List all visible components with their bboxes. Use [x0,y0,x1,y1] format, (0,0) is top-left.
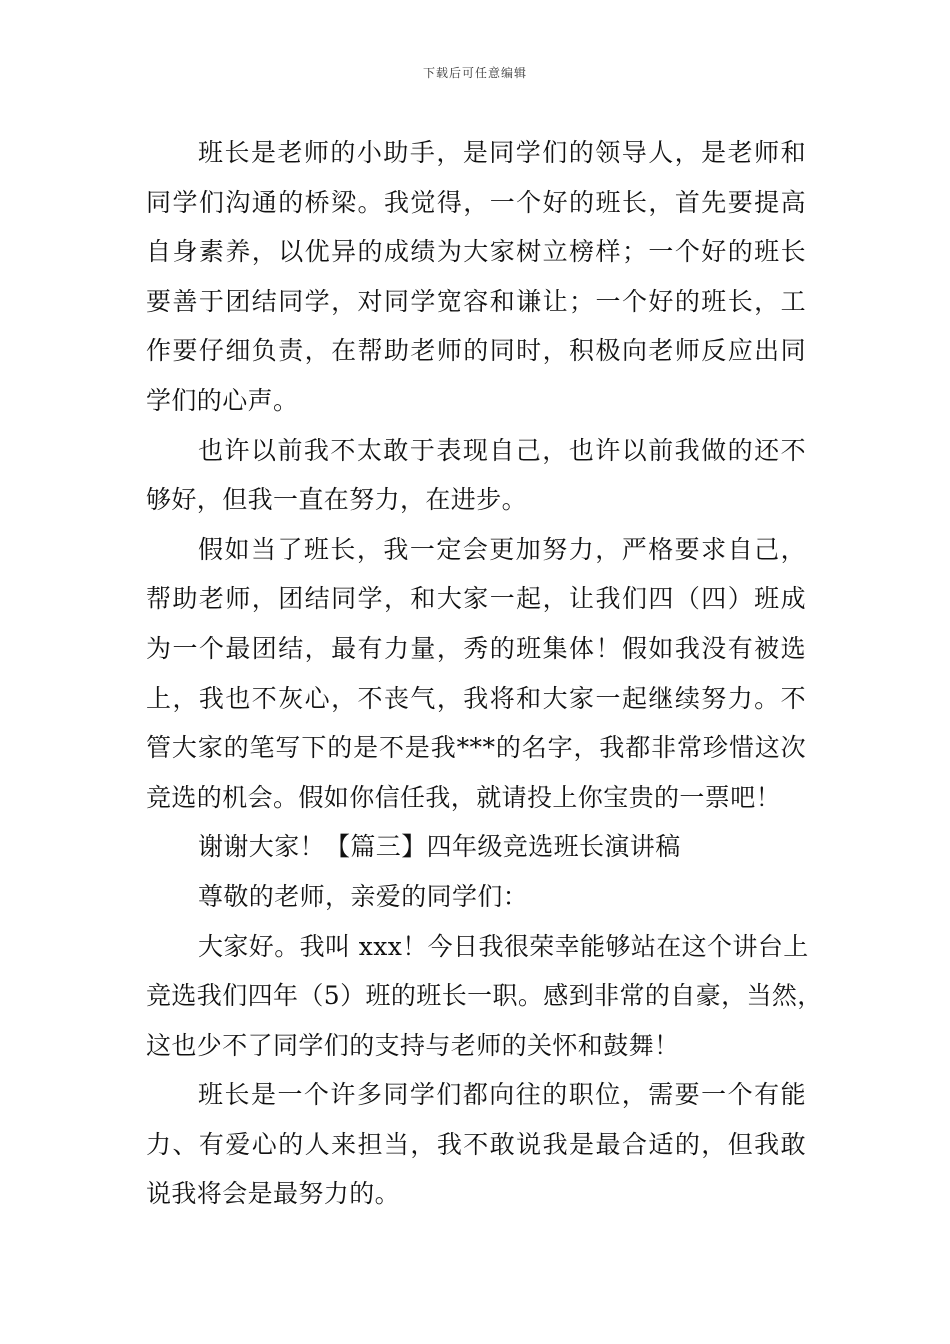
text-line: 竞选的机会。假如你信任我，就请投上你宝贵的一票吧！ [146,782,782,812]
text-line: 竞选我们四年（5）班的班长一职。感到非常的自豪，当然， [146,981,823,1011]
document-body [146,128,823,1219]
text-line: 自身素养，以优异的成绩为大家树立榜样；一个好的班长 [146,237,806,267]
text-line: 说我将会是最努力的。 [146,1179,401,1209]
text-line: 为一个最团结，最有力量，秀的班集体！假如我没有被选 [146,633,806,663]
text-line: 同学们沟通的桥梁。我觉得，一个好的班长，首先要提高 [146,187,806,217]
text-line: 帮助老师，团结同学，和大家一起，让我们四（四）班成 [146,584,806,614]
text-line: 大家好。我叫 xxx！今日我很荣幸能够站在这个讲台上 [198,931,809,961]
page-header: 下载后可任意编辑 [422,66,527,80]
text-line: 够好，但我一直在努力，在进步。 [146,485,528,515]
text-line: 假如当了班长，我一定会更加努力，严格要求自己， [198,534,806,564]
text-line: 力、有爱心的人来担当，我不敢说我是最合适的，但我敢 [146,1129,806,1159]
text-line: 谢谢大家！【篇三】四年级竞选班长演讲稿 [198,832,681,862]
text-line: 上，我也不灰心，不丧气，我将和大家一起继续努力。不 [146,683,806,713]
text-line: 尊敬的老师，亲爱的同学们： [198,881,529,911]
text-line: 也许以前我不太敢于表现自己，也许以前我做的还不 [198,435,806,465]
text-line: 要善于团结同学，对同学宽容和谦让；一个好的班长，工 [146,286,806,316]
text-line: 作要仔细负责，在帮助老师的同时，积极向老师反应出同 [146,336,806,366]
text-line: 这也少不了同学们的支持与老师的关怀和鼓舞！ [146,1030,680,1060]
text-line: 班长是老师的小助手，是同学们的领导人，是老师和 [198,138,806,167]
text-line: 学们的心声。 [146,385,299,415]
text-line: 管大家的笔写下的是不是我***的名字，我都非常珍惜这次 [146,733,806,763]
text-line: 班长是一个许多同学们都向往的职位，需要一个有能 [198,1080,806,1110]
